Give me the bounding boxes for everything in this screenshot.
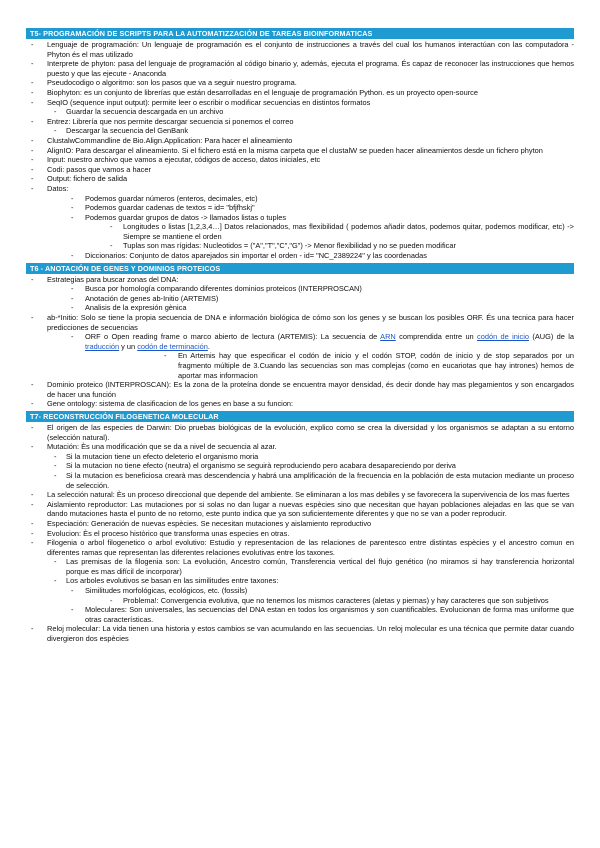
list-item: - Codi: pasos que vamos a hacer <box>26 165 574 175</box>
list-item: - Si la mutacion es beneficiosa crearà mas descendencia y habrá una amplificación de la frecuencia en la población de esta mutacion mediante un proceso de selección. <box>26 471 574 490</box>
list-item: - Podemos guardar cadenas de textos = id= "bfjfhskj" <box>26 203 574 213</box>
list-item: - Filogenia o arbol filogenetico o arbol evolutivo: Estudio y representacion de las relaciones de parentesco entre distintas espècies y el ancestro comun en diferentes ramas que representan las diferentes relaciones evolutivas entre los taxones. <box>26 538 574 557</box>
list-item: - Analisis de la expresión gènica <box>26 303 574 313</box>
list-item: - Longitudes o listas [1,2,3,4…] Datos relacionados, mas flexibilidad ( podemos añadir datos, podemos quitar, podemos modificar, etc) -> Siempre se mantiene el orden <box>26 222 574 241</box>
list-item: - Gene ontology: sistema de clasificacion de los genes en base a su funcion: <box>26 399 574 409</box>
orf-text: y un <box>119 341 138 351</box>
orf-text: . <box>207 341 210 351</box>
list-item: - Lenguaje de programación: Un lenguaje de programación es el conjunto de instrucciones a través del cual los humanos interactúan con las computadora - Phyton és el mas utilizado <box>26 40 574 59</box>
orf-text: ORF o Open reading frame o marco abierto de lectura (ARTEMIS): La secuencia de <box>85 332 381 342</box>
section-header-t7: T7- RECONSTRUCCIÓN FILOGENETICA MOLECULAR <box>26 411 574 422</box>
link-codon-terminacion[interactable]: codón de terminación <box>137 341 208 351</box>
orf-text: comprendida entre un <box>395 332 478 342</box>
list-item: - El origen de las especies de Darwin: Dio pruebas biológicas de la evolución, explico como se crea la diversidad y los organismos se adaptan a su entorno (selección natural). <box>26 423 574 442</box>
list-item: - Output: fichero de salida <box>26 174 574 184</box>
list-item: - Entrez: Librería que nos permite descargar secuencia si ponemos el correo <box>26 117 574 127</box>
list-item: - Tuplas son mas rígidas: Nucleotidos = ("A","T","C","G") -> Menor flexibilidad y no se pueden modificar <box>26 241 574 251</box>
list-item: - ClustalwCommandline de Bio.Align.Application: Para hacer el alineamiento <box>26 136 574 146</box>
list-item: - Mutación: Ès una modificación que se da a nivel de secuencia al azar. <box>26 442 574 452</box>
section-header-t6: T6 - ANOTACIÓN DE GENES Y DOMINIOS PROTEICOS <box>26 263 574 274</box>
list-item: - Dominio proteico (INTERPROSCAN): Es la zona de la proteína donde se encuentra mayor densidad, és decir donde hay mas plegamientos y son encargados de hacer una función <box>26 380 574 399</box>
list-item: - Reloj molecular: La vida tienen una historia y estos cambios se van acumulando en las secuencias. Un reloj molecular es una técnica que permite datar cuando divergieron dos espècies <box>26 624 574 643</box>
list-item: - Podemos guardar grupos de datos -> llamados listas o tuples <box>26 213 574 223</box>
list-item: - Evolucion: Ès el proceso històrico que transforma unas especies en otras. <box>26 529 574 539</box>
link-codon-inicio[interactable]: codón de inicio <box>477 332 529 342</box>
list-item: - En Artemis hay que especificar el codón de inicio y el codón STOP, codón de inicio y de stop separados por un fragmento múltiple de 3.Cuando las secuencias son mas complejas (como en eucariotas que hay intrones) hemos de aportar mas informacion <box>26 351 574 380</box>
orf-text: (AUG) de la <box>528 332 575 342</box>
list-item: - ab-*Initio: Solo se tiene la propia secuencia de DNA e información biológica de cómo son los genes y se buscan los posibles ORF. És una tecnica para hacer predicciones de secuencias <box>26 313 574 332</box>
list-item: - Podemos guardar números (enteros, decimales, etc) <box>26 194 574 204</box>
list-item: - Aislamiento reproductor: Las mutaciones por si solas no dan lugar a nuevas espècies sino que necesitan que hayan poblaciones alejadas en las que se van dando mutaciones hasta el punto de no retorno, este punto indica que ya son suficientemente diferentes y que no se van a poder reproducir. <box>26 500 574 519</box>
list-item: - Interprete de phyton: pasa del lenguaje de programación al código binario y, además, ejecuta el programa. És capaz de reconocer las instrucciones que hemos puesto y que las ejecute - Anaconda <box>26 59 574 78</box>
t5-list <box>26 40 574 261</box>
list-item: - Diccionarios: Conjunto de datos aparejados sin importar el orden - id= "NC_2389224" y las coordenadas <box>26 251 574 261</box>
list-item: - Pseudocodigo o algoritmo: son los pasos que va a seguir nuestro programa. <box>26 78 574 88</box>
list-item: - Problema!: Convergencia evolutiva, que no tenemos los mismos caracteres (aletas y piernas) y hay caracteres que son subjetivos <box>26 596 574 606</box>
list-item: - Estrategias para buscar zonas del DNA: <box>26 275 574 285</box>
list-item: - Descargar la secuencia del GenBank <box>26 126 574 136</box>
list-item: - Busca por homología comparando diferentes dominios proteicos (INTERPROSCAN) <box>26 284 574 294</box>
list-item: - Moleculares: Son universales, las secuencias del DNA estan en todos los organismos y son cuantificables. Evolucionan de forma mas uniforme que otras características. <box>26 605 574 624</box>
list-item: - AlignIO: Para descargar el alineamiento. Si el fichero está en la misma carpeta que el clustalW se pueden hacer alineamientos desde un fichero phyton <box>26 146 574 156</box>
t6-list <box>26 275 574 409</box>
list-item: - SeqIO (sequence input output): permite leer o escribir o modificar secuencias en distintos formatos <box>26 98 574 108</box>
list-item-orf <box>26 332 574 351</box>
list-item: - Input: nuestro archivo que vamos a ejecutar, códigos de acceso, datos iniciales, etc <box>26 155 574 165</box>
list-item: - Si la mutacion no tiene efecto (neutra) el organismo se seguirà reproduciendo pero acabara desapareciendo por deriva <box>26 461 574 471</box>
list-item: - Si la mutacion tiene un efecto deleterio el organismo moria <box>26 452 574 462</box>
list-item: - Datos: <box>26 184 574 194</box>
link-traduccion[interactable]: traducción <box>85 341 120 351</box>
list-item: - Guardar la secuencia descargada en un archivo <box>26 107 574 117</box>
list-item: - Anotación de genes ab-Initio (ARTEMIS) <box>26 294 574 304</box>
list-item: - Las premisas de la filogenia son: La evolución, Ancestro común, Transferencia vertical del flujo genético (no miramos si hay transferencia horizontal porque es mas difícil de incorporar) <box>26 557 574 576</box>
list-item: - Los arboles evolutivos se basan en las similitudes entre taxones: <box>26 576 574 586</box>
list-item: - Similitudes morfológicas, ecológicos, etc. (fossils) <box>26 586 574 596</box>
link-arn[interactable]: ARN <box>380 332 396 342</box>
t7-list <box>26 423 574 644</box>
list-item: - Biophyton: es un conjunto de librerías que están desarrolladas en el lenguaje de programación Python. es un proyecto open-source <box>26 88 574 98</box>
list-item: - La selección natural: Ès un proceso direccional que depende del ambiente. Se eliminaran a los mas debiles y se favorecera la supervivencia de los mas fuertes <box>26 490 574 500</box>
section-header-t5: T5- PROGRAMACIÓN DE SCRIPTS PARA LA AUTOMATIZZACIÓN DE TAREAS BIOINFORMATICAS <box>26 28 574 39</box>
list-item: - Especiación: Generación de nuevas espècies. Se necesitan mutaciones y aislamiento reproductivo <box>26 519 574 529</box>
